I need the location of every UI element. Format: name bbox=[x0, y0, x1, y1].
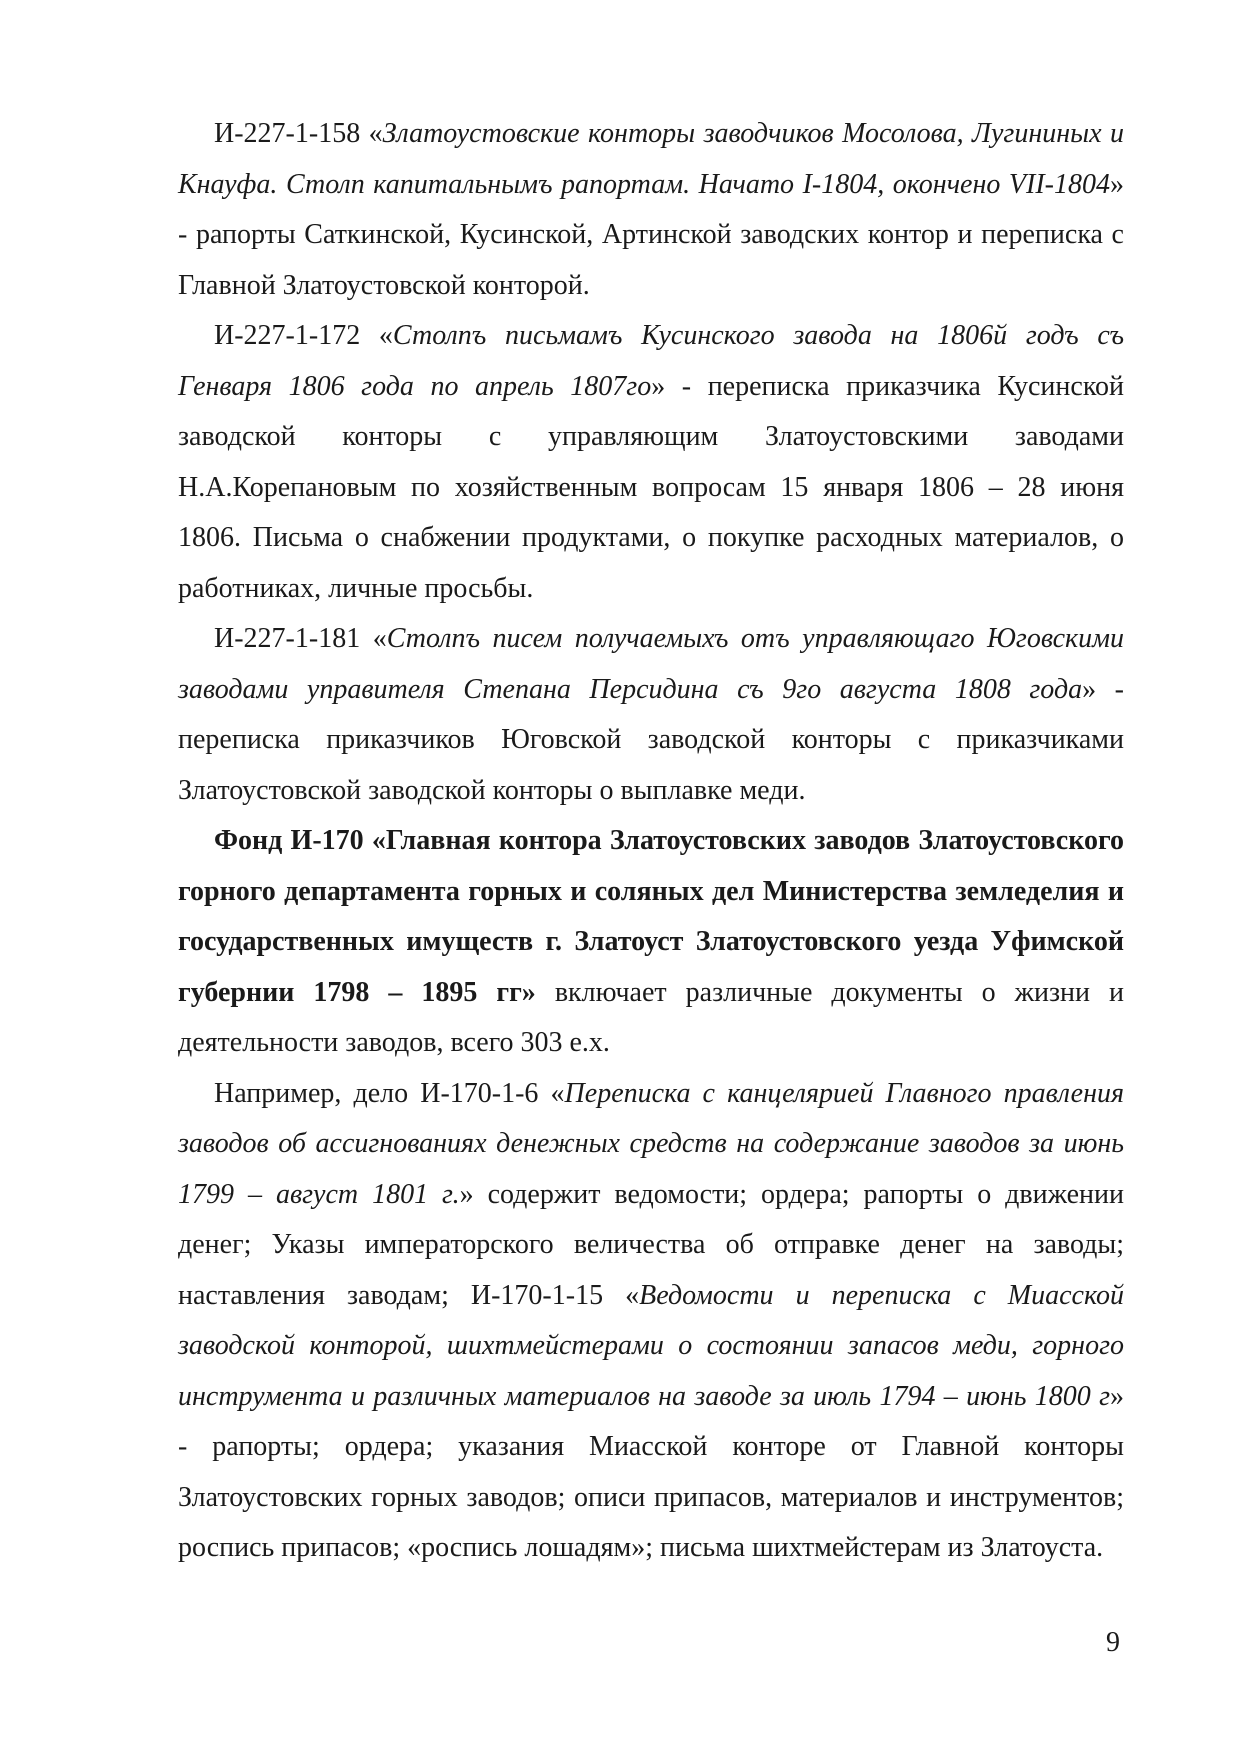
text-span: » содержит ведомости; ордера; рапорты о движении денег; Указы императорского величества об отправке денег на заводы; наставления заводам; И-170-1-15 « bbox=[178, 1178, 1124, 1311]
paragraph-4 bbox=[178, 816, 1124, 1069]
text-span: И-227-1-172 « bbox=[214, 320, 393, 351]
bold-fund-title: Фонд И-170 «Главная контора Златоустовских заводов Златоустовского горного департамента горных и соляных дел Министерства земледелия и государственных имуществ г. Златоуст Златоустовского уезда Уфимской губернии 1798 – 1895 гг» bbox=[178, 825, 1124, 1008]
italic-title: Златоустовские конторы заводчиков Мосолова, Лугининых и Кнауфа. Столп капитальнымъ рапортам. Начато I-1804, окончено VII-1804 bbox=[178, 118, 1124, 200]
text-span: включает различные документы о жизни и деятельности заводов, всего 303 е.х. bbox=[178, 976, 1124, 1058]
italic-title: Столпъ писем получаемыхъ отъ управляющаго Юговскими заводами управителя Степана Персидина съ 9го августа 1808 года bbox=[178, 623, 1124, 705]
text-span: Например, дело И-170-1-6 « bbox=[214, 1077, 565, 1109]
paragraph-2 bbox=[178, 311, 1124, 614]
text-span: И-227-1-158 « bbox=[214, 118, 383, 149]
document-body bbox=[178, 109, 1124, 1574]
italic-title: Столпъ письмамъ Кусинского завода на 1806й годъ съ Генваря 1806 года по апрель 1807го bbox=[178, 320, 1124, 402]
text-span: » - рапорты Саткинской, Кусинской, Артинской заводских контор и переписка с Главной Златоустовской конторой. bbox=[178, 168, 1124, 301]
italic-title: Переписка с канцелярией Главного правления заводов об ассигнованиях денежных средств на содержание заводов за июнь 1799 – август 1801 г. bbox=[178, 1077, 1125, 1210]
italic-title: Ведомости и переписка с Миасской заводской конторой, шихтмейстерами о состоянии запасов меди, горного инструмента и различных материалов на заводе за июль 1794 – июнь 1800 г bbox=[178, 1279, 1124, 1412]
text-span: » - рапорты; ордера; указания Миасской конторе от Главной конторы Златоустовских горных заводов; описи припасов, материалов и инструментов; роспись припасов; «роспись лошадям»; письма шихтмейстерам из Златоуста. bbox=[178, 1380, 1124, 1563]
text-span: И-227-1-181 « bbox=[214, 623, 387, 654]
text-span: » - переписка приказчиков Юговской заводской конторы с приказчиками Златоустовской заводской конторы о выплавке меди. bbox=[178, 673, 1124, 806]
paragraph-3 bbox=[178, 614, 1124, 816]
text-span: » - переписка приказчика Кусинской заводской конторы с управляющим Златоустовскими заводами Н.А.Корепановым по хозяйственным вопросам 15 января 1806 – 28 июня 1806. Письма о снабжении продуктами, о покупке расходных материалов, о работниках, личные просьбы. bbox=[178, 370, 1124, 604]
paragraph-5 bbox=[178, 1069, 1124, 1574]
paragraph-1 bbox=[178, 109, 1124, 311]
page-number: 9 bbox=[1106, 1627, 1120, 1658]
